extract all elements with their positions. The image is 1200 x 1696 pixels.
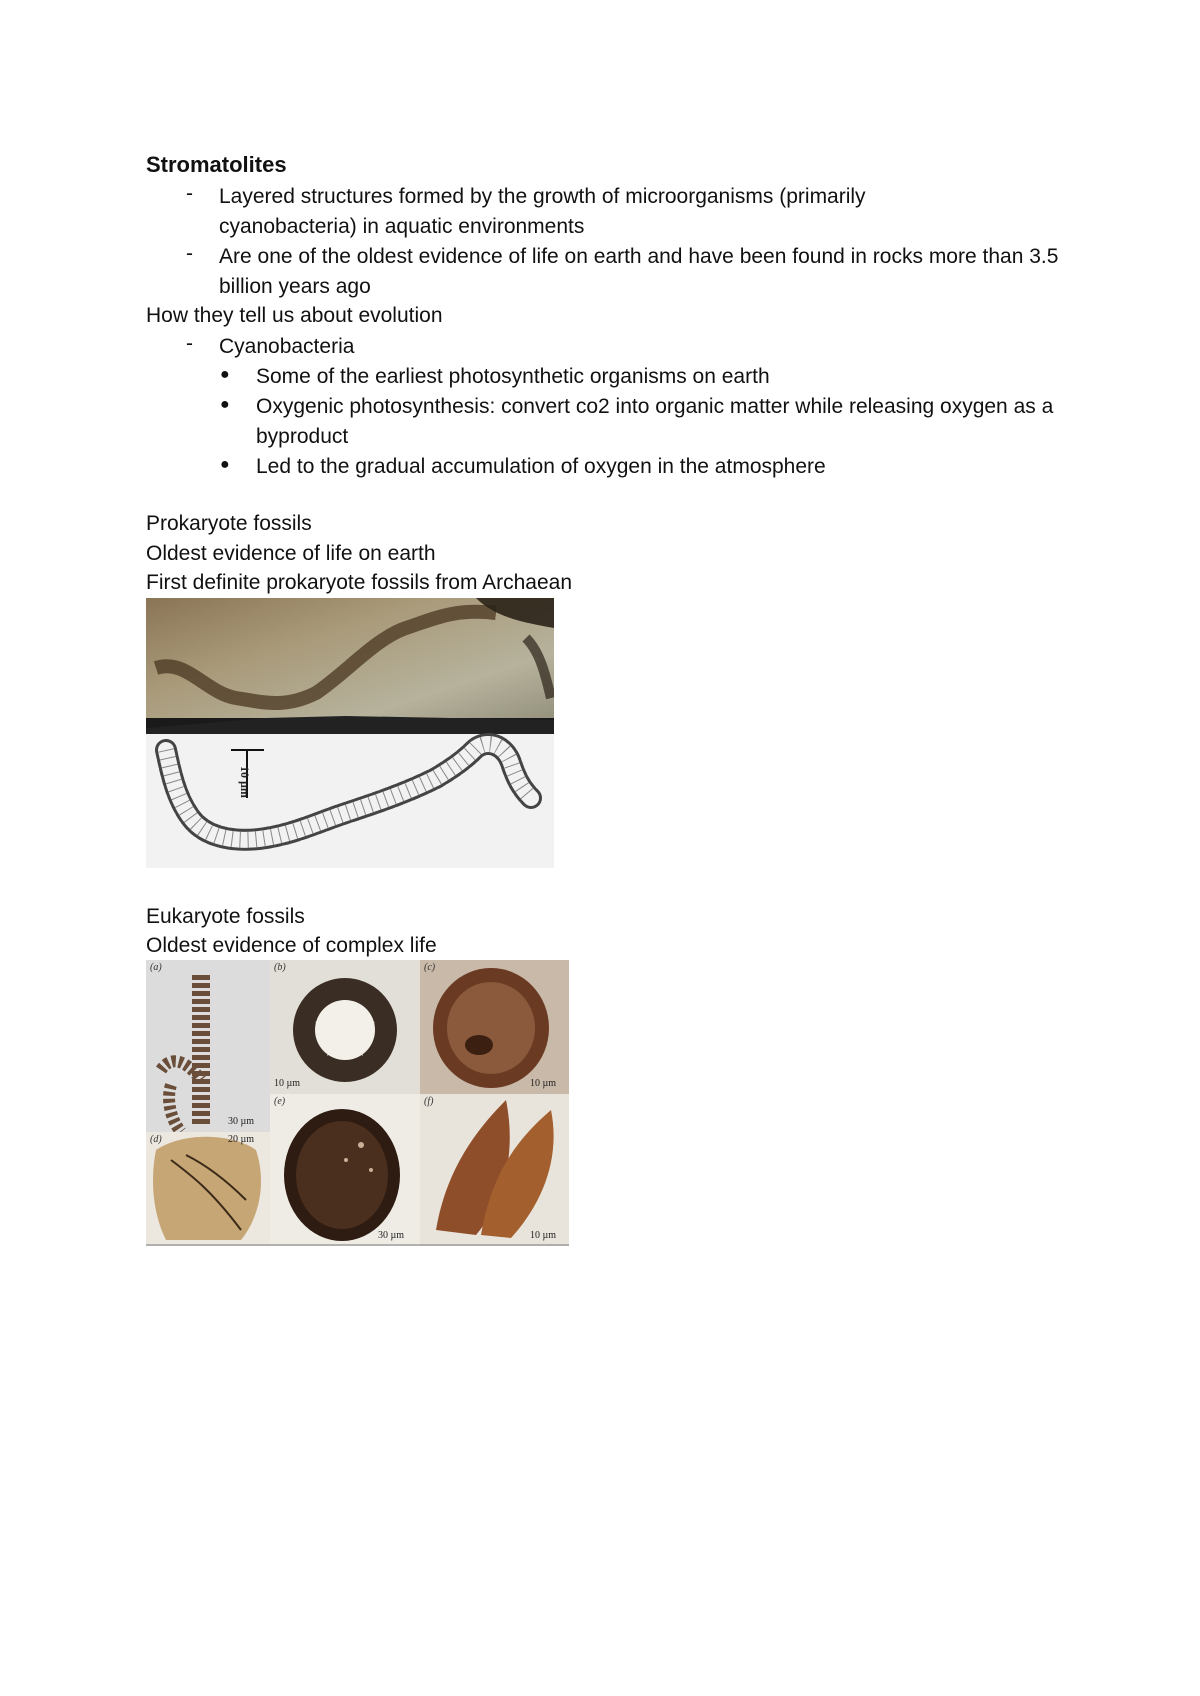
evolution-point-text: Cyanobacteria bbox=[219, 335, 355, 358]
panel-label: (c) bbox=[424, 962, 436, 973]
eukaryote-fossil-figure bbox=[146, 960, 569, 1246]
section-title-stromatolites: Stromatolites bbox=[146, 152, 287, 177]
panel-label: (f) bbox=[424, 1096, 434, 1107]
eukaryote-fossil-image bbox=[146, 960, 569, 1246]
evolution-bullet-text: Led to the gradual accumulation of oxygen in the atmosphere bbox=[256, 455, 826, 478]
panel-label: (b) bbox=[274, 962, 286, 973]
prokaryote-heading: Prokaryote fossils bbox=[146, 512, 312, 535]
panel-scale: 30 µm bbox=[228, 1116, 255, 1127]
bullet-marker: ● bbox=[220, 456, 230, 473]
panel-label: (e) bbox=[274, 1096, 286, 1107]
prokaryote-line-3: First definite prokaryote fossils from Archaean bbox=[146, 571, 573, 594]
stromatolites-point-text: Layered structures formed by the growth of microorganisms (primarily cyanobacteria) in aquatic environments bbox=[219, 185, 866, 238]
evolution-bullet-text: Oxygenic photosynthesis: convert co2 into organic matter while releasing oxygen as a byproduct bbox=[256, 395, 1054, 448]
evolution-bullet-text: Some of the earliest photosynthetic organisms on earth bbox=[256, 365, 770, 388]
panel-scale: 10 µm bbox=[274, 1078, 301, 1089]
prokaryote-scale-label: 10 µm bbox=[238, 766, 252, 798]
bullet-marker: ● bbox=[220, 396, 230, 413]
panel-label: (a) bbox=[150, 962, 162, 973]
stromatolites-point-text: Are one of the oldest evidence of life on earth and have been found in rocks more than 3.5 billion years ago bbox=[219, 245, 1059, 298]
evolution-heading: How they tell us about evolution bbox=[146, 304, 443, 327]
prokaryote-fossil-image bbox=[146, 598, 554, 868]
dash-marker: - bbox=[186, 182, 193, 205]
panel-scale: 20 µm bbox=[228, 1134, 255, 1145]
panel-scale: 10 µm bbox=[530, 1230, 557, 1241]
prokaryote-fossil-figure bbox=[146, 598, 554, 868]
panel-label: (d) bbox=[150, 1134, 162, 1145]
dash-marker: - bbox=[186, 332, 193, 355]
eukaryote-heading: Eukaryote fossils bbox=[146, 905, 305, 928]
prokaryote-line-2: Oldest evidence of life on earth bbox=[146, 542, 436, 565]
eukaryote-line-2: Oldest evidence of complex life bbox=[146, 934, 437, 957]
bullet-marker: ● bbox=[220, 366, 230, 383]
panel-scale: 30 µm bbox=[378, 1230, 405, 1241]
dash-marker: - bbox=[186, 242, 193, 265]
panel-scale: 10 µm bbox=[530, 1078, 557, 1089]
